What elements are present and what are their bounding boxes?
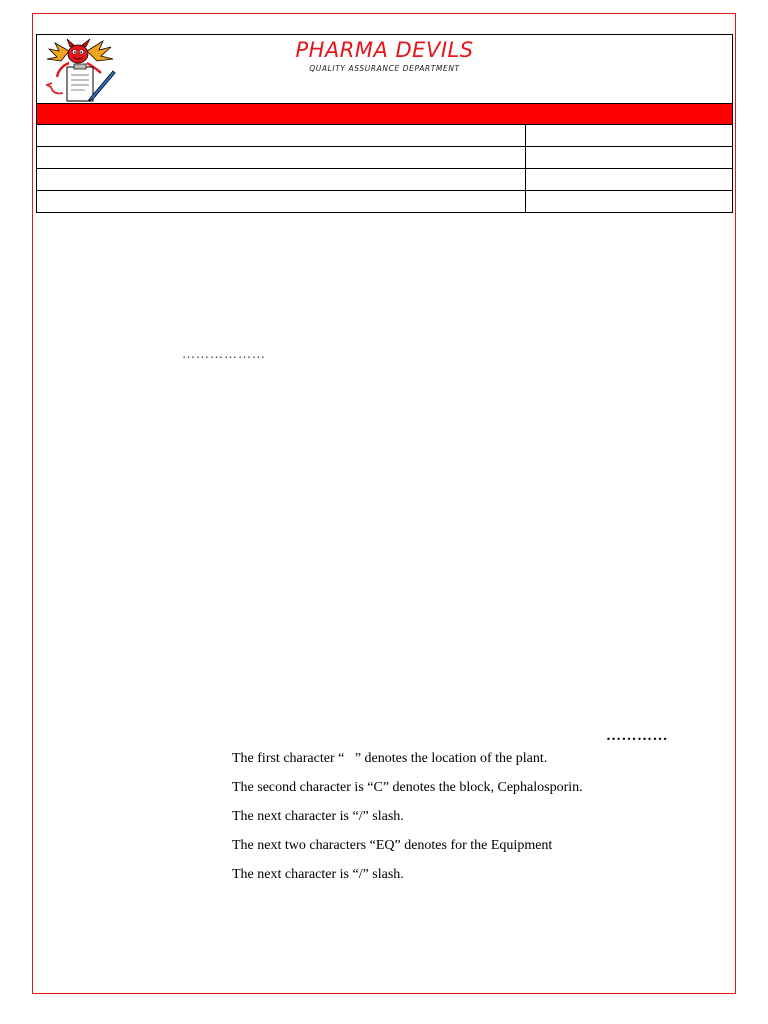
header-field-row <box>37 191 733 213</box>
brand-block <box>37 37 732 74</box>
header-field-label-cell <box>37 125 526 147</box>
header-field-label-cell <box>37 147 526 169</box>
brand-subtitle: QUALITY ASSURANCE DEPARTMENT <box>309 64 460 73</box>
header-field-value-cell <box>526 191 733 213</box>
header-field-value-cell <box>526 125 733 147</box>
logo-row <box>37 35 733 104</box>
header-field-value-cell <box>526 147 733 169</box>
list-item: The next character is “/” slash. <box>232 867 404 882</box>
dotted-leader: ………… <box>606 728 668 744</box>
dotted-leader: ……………… <box>182 346 266 361</box>
header-field-value-cell <box>526 169 733 191</box>
title-bar <box>37 104 733 125</box>
header-field-label-cell <box>37 191 526 213</box>
header-field-row <box>37 147 733 169</box>
header-field-row <box>37 169 733 191</box>
list-item: The second character is “C” denotes the block, Cephalosporin. <box>232 780 583 795</box>
header-field-row <box>37 125 733 147</box>
title-bar-row <box>37 104 733 125</box>
logo-cell <box>37 35 733 104</box>
document-header-table <box>36 34 733 213</box>
brand-title: PHARMA DEVILS <box>295 38 474 62</box>
list-item: The next character is “/” slash. <box>232 809 404 824</box>
header-field-label-cell <box>37 169 526 191</box>
list-item: The first character “ ” denotes the location of the plant. <box>232 751 548 766</box>
code-explanation-list <box>232 750 583 895</box>
list-item: The next two characters “EQ” denotes for the Equipment <box>232 838 553 853</box>
